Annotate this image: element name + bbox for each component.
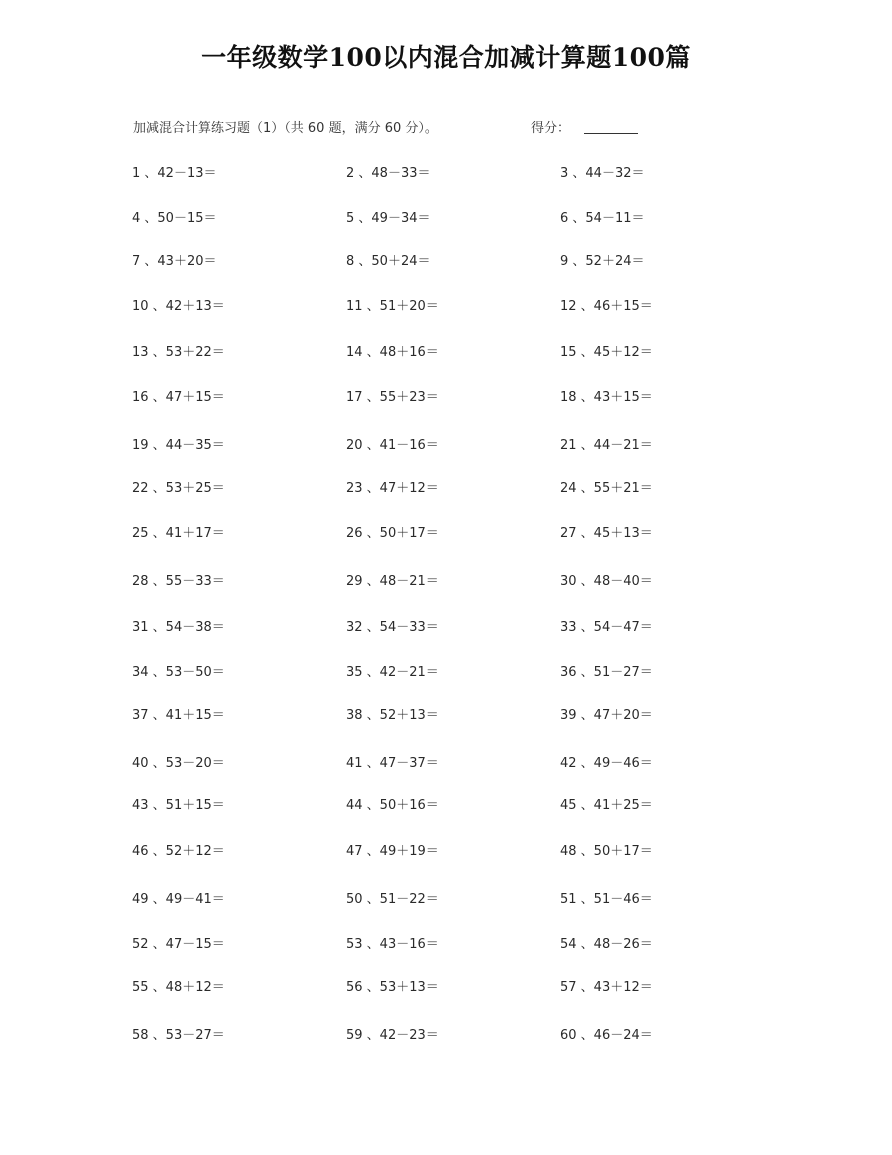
problem-item: 14 、48＋16＝ [346, 345, 439, 360]
problem-item: 26 、50＋17＝ [346, 526, 439, 541]
problem-item: 37 、41＋15＝ [132, 708, 225, 723]
problem-item: 52 、47－15＝ [132, 937, 225, 952]
problem-item: 59 、42－23＝ [346, 1028, 439, 1043]
problem-item: 41 、47－37＝ [346, 756, 439, 771]
problem-item: 46 、52＋12＝ [132, 844, 225, 859]
problem-item: 1 、42－13＝ [132, 166, 217, 181]
problem-item: 49 、49－41＝ [132, 892, 225, 907]
problem-item: 29 、48－21＝ [346, 574, 439, 589]
problem-item: 4 、50－15＝ [132, 211, 217, 226]
problem-item: 51 、51－46＝ [560, 892, 653, 907]
problem-item: 11 、51＋20＝ [346, 299, 439, 314]
problem-item: 60 、46－24＝ [560, 1028, 653, 1043]
problem-item: 38 、52＋13＝ [346, 708, 439, 723]
problem-item: 18 、43＋15＝ [560, 390, 653, 405]
problem-item: 44 、50＋16＝ [346, 798, 439, 813]
problem-item: 22 、53＋25＝ [132, 481, 225, 496]
problem-item: 57 、43＋12＝ [560, 980, 653, 995]
problem-item: 35 、42－21＝ [346, 665, 439, 680]
problem-item: 30 、48－40＝ [560, 574, 653, 589]
problem-item: 47 、49＋19＝ [346, 844, 439, 859]
problem-item: 33 、54－47＝ [560, 620, 653, 635]
problem-item: 27 、45＋13＝ [560, 526, 653, 541]
problem-item: 19 、44－35＝ [132, 438, 225, 453]
problem-item: 45 、41＋25＝ [560, 798, 653, 813]
problem-item: 34 、53－50＝ [132, 665, 225, 680]
problem-item: 56 、53＋13＝ [346, 980, 439, 995]
problem-item: 6 、54－11＝ [560, 211, 645, 226]
problem-item: 16 、47＋15＝ [132, 390, 225, 405]
problem-item: 12 、46＋15＝ [560, 299, 653, 314]
problem-item: 53 、43－16＝ [346, 937, 439, 952]
problem-item: 25 、41＋17＝ [132, 526, 225, 541]
problem-item: 7 、43＋20＝ [132, 254, 217, 269]
problem-item: 3 、44－32＝ [560, 166, 645, 181]
problem-item: 8 、50＋24＝ [346, 254, 431, 269]
problem-item: 20 、41－16＝ [346, 438, 439, 453]
problem-item: 36 、51－27＝ [560, 665, 653, 680]
problem-item: 15 、45＋12＝ [560, 345, 653, 360]
problem-item: 40 、53－20＝ [132, 756, 225, 771]
problem-item: 32 、54－33＝ [346, 620, 439, 635]
problem-item: 58 、53－27＝ [132, 1028, 225, 1043]
problem-item: 39 、47＋20＝ [560, 708, 653, 723]
problem-item: 17 、55＋23＝ [346, 390, 439, 405]
problem-item: 54 、48－26＝ [560, 937, 653, 952]
page-title: 一年级数学100以内混合加减计算题100篇 [201, 43, 691, 72]
problem-item: 24 、55＋21＝ [560, 481, 653, 496]
worksheet-subtitle: 加减混合计算练习题（1）（共 60 题，满分 60 分）。 [133, 121, 438, 136]
problem-item: 13 、53＋22＝ [132, 345, 225, 360]
problem-item: 2 、48－33＝ [346, 166, 431, 181]
problem-item: 9 、52＋24＝ [560, 254, 645, 269]
score-label: 得分： [531, 121, 571, 136]
problem-item: 10 、42＋13＝ [132, 299, 225, 314]
problem-item: 23 、47＋12＝ [346, 481, 439, 496]
problem-item: 42 、49－46＝ [560, 756, 653, 771]
problem-item: 28 、55－33＝ [132, 574, 225, 589]
problem-item: 5 、49－34＝ [346, 211, 431, 226]
problem-item: 43 、51＋15＝ [132, 798, 225, 813]
problem-item: 55 、48＋12＝ [132, 980, 225, 995]
problem-item: 31 、54－38＝ [132, 620, 225, 635]
problem-item: 21 、44－21＝ [560, 438, 653, 453]
problem-item: 48 、50＋17＝ [560, 844, 653, 859]
problem-item: 50 、51－22＝ [346, 892, 439, 907]
